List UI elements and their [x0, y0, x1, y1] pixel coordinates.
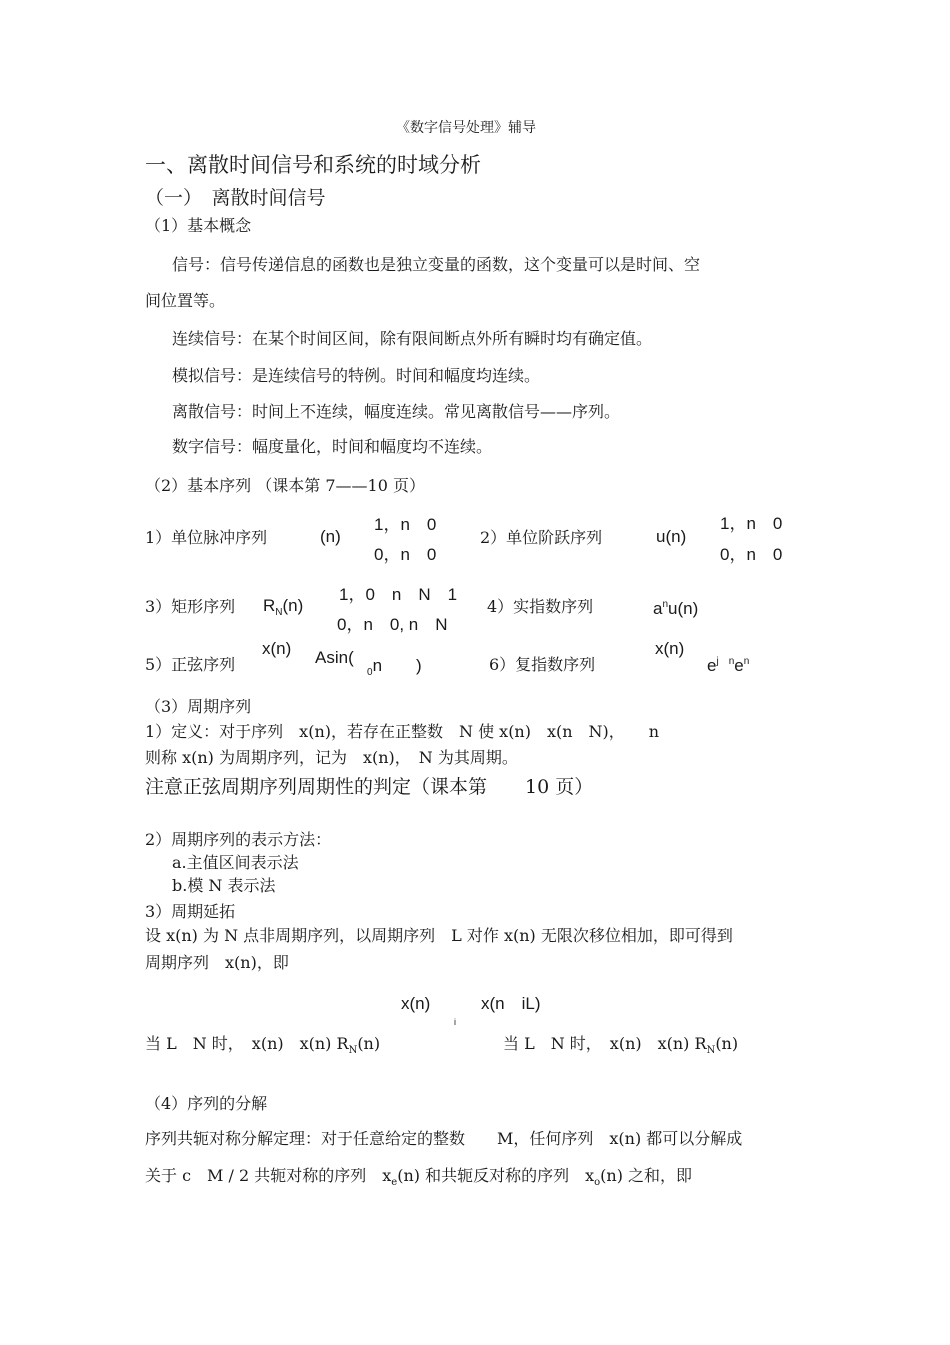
representation-title: 2）周期序列的表示方法： [145, 830, 332, 849]
subsection-heading-concepts: （1）基本概念 [145, 216, 252, 235]
realexp-formula: $a^nu(n)$ [653, 599, 699, 618]
periodic-definition: 1）定义：对于序列 x(n)，若存在正整数 N 使 x(n) x(n N)， n [145, 722, 660, 741]
chapter-heading: 一、离散时间信号和系统的时域分析 [145, 153, 481, 177]
sine-lhs: x(n) [262, 639, 292, 658]
sine-rhs: Asin( [315, 648, 354, 667]
representation-a: a.主值区间表示法 [172, 853, 299, 872]
step-lhs: u(n) [656, 527, 687, 546]
subsection-heading-decomposition: （4）序列的分解 [145, 1094, 268, 1113]
step-case-1: 1，n 0 [720, 514, 783, 533]
sine-rhs-arg: $_0$n ) [367, 656, 422, 678]
rect-case-2: 0，n 0, n N [337, 615, 448, 634]
subsection-heading-sequences: （2）基本序列 （课本第 7——10 页） [145, 476, 425, 495]
step-case-2: 0，n 0 [720, 545, 783, 564]
document-title: 《数字信号处理》辅导 [396, 120, 536, 136]
concept-analog: 模拟信号：是连续信号的特例。时间和幅度均连续。 [172, 366, 541, 385]
concept-digital: 数字信号：幅度量化，时间和幅度均不连续。 [172, 437, 493, 456]
concept-continuous: 连续信号：在某个时间区间，除有限间断点外所有瞬时均有确定值。 [172, 329, 653, 348]
subsection-heading-periodic: （3）周期序列 [145, 697, 252, 716]
decomposition-theorem-cont: 关于 c M / 2 共轭对称的序列 $x_e(n)$ 和共轭反对称的序列 $x_o(n)$ 之和，即 [145, 1166, 693, 1188]
step-label: 2）单位阶跃序列 [480, 528, 603, 547]
complexexp-formula: $e^{j n}e^n$ [707, 656, 750, 675]
concept-discrete: 离散信号：时间上不连续，幅度连续。常见离散信号——序列。 [172, 402, 621, 421]
representation-b: b.模 N 表示法 [172, 876, 276, 895]
concept-signal: 信号：信号传递信息的函数也是独立变量的函数，这个变量可以是时间、空 [172, 255, 701, 274]
extension-formula-lhs: x(n) [401, 994, 431, 1013]
complexexp-label: 6）复指数序列 [489, 655, 596, 674]
case-l-ge-n: 当 L N 时， x(n) x(n) $R_N(n)$ [145, 1034, 381, 1056]
extension-text: 设 x(n) 为 N 点非周期序列，以周期序列 L 对作 x(n) 无限次移位相加，即可得到 [145, 926, 733, 945]
impulse-label: 1）单位脉冲序列 [145, 528, 268, 547]
extension-title: 3）周期延拓 [145, 902, 236, 921]
periodic-note: 注意正弦周期序列周期性的判定（课本第 10 页） [145, 776, 594, 798]
extension-text-cont: 周期序列 x(n)，即 [145, 953, 289, 972]
concept-signal-cont: 间位置等。 [145, 291, 226, 310]
impulse-case-2: 0，n 0 [374, 545, 437, 564]
realexp-label: 4）实指数序列 [487, 597, 594, 616]
sine-label: 5）正弦序列 [145, 655, 236, 674]
impulse-lhs: (n) [320, 527, 341, 546]
case-l-lt-n: 当 L N 时， x(n) x(n) $R_N(n)$ [503, 1034, 739, 1056]
extension-formula-rhs: x(n iL) [481, 994, 541, 1013]
section-heading: （一） 离散时间信号 [145, 187, 326, 209]
rect-label: 3）矩形序列 [145, 597, 236, 616]
rect-case-1: 1，0 n N 1 [339, 585, 458, 604]
extension-formula-index: i [454, 1017, 456, 1027]
periodic-definition-cont: 则称 x(n) 为周期序列，记为 x(n)， N 为其周期。 [145, 748, 518, 767]
impulse-case-1: 1，n 0 [374, 515, 437, 534]
rect-lhs: $R_N(n)$ [263, 596, 304, 618]
decomposition-theorem: 序列共轭对称分解定理：对于任意给定的整数 M，任何序列 x(n) 都可以分解成 [145, 1129, 743, 1148]
complexexp-lhs: x(n) [655, 639, 685, 658]
